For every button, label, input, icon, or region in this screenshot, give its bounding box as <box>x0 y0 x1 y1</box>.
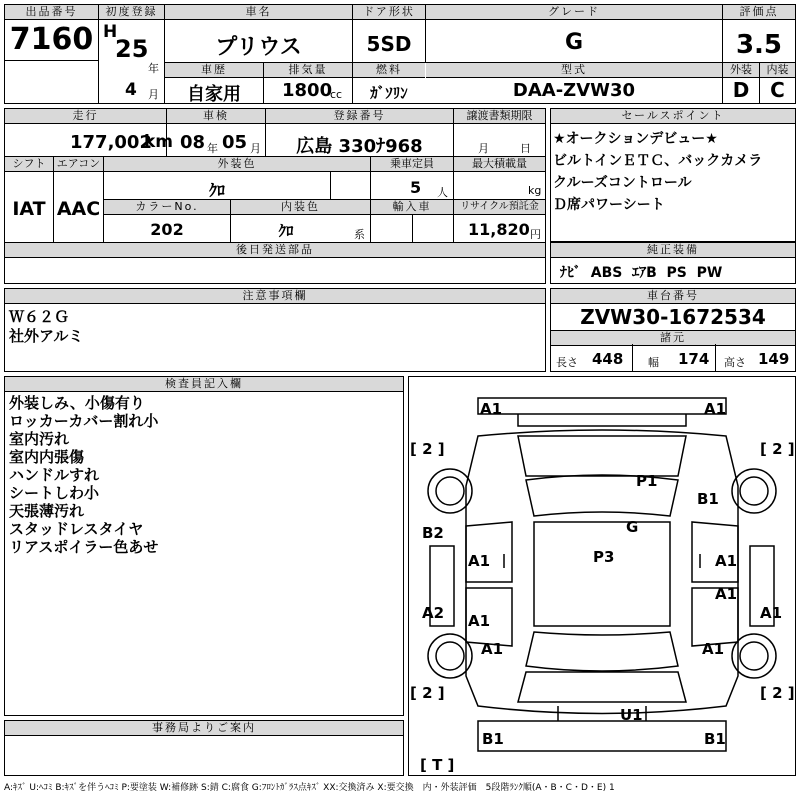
length: 448 <box>592 350 624 368</box>
mark-a1-right-rear-door: A1 <box>715 585 738 603</box>
fuel-label: 燃料 <box>353 63 425 78</box>
later-parts-label: 後日発送部品 <box>5 243 545 258</box>
sales-line-3: クルーズコントロール <box>553 175 692 191</box>
inspector-line-3: 室内汚れ <box>9 430 70 448</box>
sales-line-1: ★オークションデビュー★ <box>553 131 718 147</box>
sales-line-4: Ｄ席パワーシート <box>553 197 665 213</box>
era: H <box>103 22 118 42</box>
fuel: ｶﾞｿﾘﾝ <box>370 84 408 102</box>
grade-label: グレード <box>426 5 722 20</box>
mileage-unit: km <box>144 132 174 152</box>
mark-p3: P3 <box>593 548 615 566</box>
mark-a1-right-rear: A1 <box>702 640 725 658</box>
int-grade-label: 内装 <box>760 63 795 78</box>
chassis-number: ZVW30-1672534 <box>580 305 766 329</box>
mileage: 177,002 <box>70 132 152 153</box>
displacement-unit: cc <box>330 88 343 101</box>
capacity: 5 <box>410 178 422 197</box>
ext-color: ｸﾛ <box>208 181 225 200</box>
mark-p1: P1 <box>636 472 658 490</box>
mark-a1-front-right: A1 <box>704 400 727 418</box>
inspector-line-5: ハンドルすれ <box>9 466 100 484</box>
recycle-fee: 11,820 <box>468 220 530 239</box>
color-no: 202 <box>150 220 184 239</box>
inspector-line-9: リアスポイラー色あせ <box>9 538 159 556</box>
door-label: ドア形状 <box>353 5 425 20</box>
inspector-line-2: ロッカーカバー割れ小 <box>9 412 159 430</box>
history: 自家用 <box>187 84 241 105</box>
inspection-month: 05 <box>222 132 248 153</box>
inspection-year: 08 <box>180 132 206 153</box>
model-label: 型式 <box>426 63 722 78</box>
capacity-label: 乗車定員 <box>371 157 453 172</box>
car-outline-diagram <box>408 376 796 776</box>
mark-a2-left: A2 <box>422 604 445 622</box>
lot-label: 出品番号 <box>5 5 98 20</box>
legend-text: A:ｷｽﾞ U:ﾍｺﾐ B:ｷｽﾞを伴うﾍｺﾐ P:要塗装 W:補修跡 S:錆 C:腐食 G:ﾌﾛﾝﾄｶﾞﾗｽ点ｷｽﾞ XX:交換済み X:要交換 内・外装評価 5段階ﾗﾝｸ順(A・B・C・D・E) 1 <box>4 783 615 793</box>
mark-a1-left-rear: A1 <box>481 640 504 658</box>
caution-line-2: 社外アルミ <box>9 327 84 345</box>
score-label: 評価点 <box>723 5 795 20</box>
car-name-label: 車名 <box>165 5 352 20</box>
int-color-label: 内装色 <box>231 200 370 215</box>
width: 174 <box>678 350 710 368</box>
length-label: 長さ <box>556 356 578 369</box>
width-label: 幅 <box>648 356 659 369</box>
recycle-unit: 円 <box>530 228 541 241</box>
sales-point-label: セールスポイント <box>551 109 795 124</box>
spec-label: 諸元 <box>551 331 795 346</box>
ext-color-label: 外装色 <box>104 157 370 172</box>
transfer-month-unit: 月 <box>478 142 489 155</box>
shift: IAT <box>12 198 46 220</box>
mark-a1-right-side: A1 <box>760 604 783 622</box>
inspection-year-unit: 年 <box>207 142 218 155</box>
registration-label: 登録番号 <box>266 109 453 124</box>
mileage-label: 走行 <box>5 109 166 124</box>
equipment-label: 純正装備 <box>551 243 795 258</box>
mark-tire-rear-left: [ 2 ] <box>410 684 445 702</box>
history-label: 車歴 <box>165 63 263 78</box>
load-label: 最大積載量 <box>454 157 545 172</box>
inspector-line-1: 外装しみ、小傷有り <box>9 394 145 412</box>
inspector-line-7: 天張薄汚れ <box>9 502 85 520</box>
sales-line-2: ビルトインＥＴＣ、バックカメラ <box>553 153 763 169</box>
height: 149 <box>758 350 790 368</box>
displacement-label: 排気量 <box>264 63 352 78</box>
mark-b1-bottom-left: B1 <box>482 730 504 748</box>
office-label: 事務局よりご案内 <box>5 721 403 736</box>
mark-tire-front-left: [ 2 ] <box>410 440 445 458</box>
car-name: プリウス <box>215 35 302 60</box>
mark-g: G <box>626 518 639 536</box>
inspection-label: 車検 <box>167 109 265 124</box>
first-reg-year: 25 <box>115 35 149 63</box>
registration: 広島 330ﾅ968 <box>296 136 423 157</box>
mark-b1-right: B1 <box>697 490 719 508</box>
year-unit: 年 <box>148 62 159 75</box>
score: 3.5 <box>735 30 783 60</box>
shift-label: シフト <box>5 157 53 172</box>
ac-label: エアコン <box>54 157 103 172</box>
height-label: 高さ <box>724 356 746 369</box>
inspector-line-4: 室内内張傷 <box>9 448 85 466</box>
mark-trunk: [ T ] <box>420 756 455 774</box>
lot-number: 7160 <box>9 22 94 57</box>
mark-a1-left-door: A1 <box>468 552 491 570</box>
ac: AAC <box>56 198 101 220</box>
transfer-day-unit: 日 <box>520 142 531 155</box>
load-unit: kg <box>528 184 542 197</box>
model: DAA-ZVW30 <box>512 80 636 101</box>
mark-tire-front-right: [ 2 ] <box>760 440 795 458</box>
inspection-month-unit: 月 <box>250 142 261 155</box>
mark-a1-front-left: A1 <box>480 400 503 418</box>
first-reg-month: 4 <box>125 80 137 100</box>
equipment: ﾅﾋﾞ ABS ｴｱB PS PW <box>560 265 723 281</box>
inspector-label: 検査員記入欄 <box>5 377 403 392</box>
int-color-unit: 系 <box>354 228 365 241</box>
displacement: 1800 <box>282 80 333 101</box>
capacity-unit: 人 <box>437 186 448 199</box>
ext-grade: D <box>732 78 750 102</box>
mark-b2-left: B2 <box>422 524 444 542</box>
mark-a1-left-rear-door: A1 <box>468 612 491 630</box>
month-unit: 月 <box>148 88 159 101</box>
transfer-label: 譲渡書類期限 <box>454 109 545 124</box>
mark-b1-bottom-right: B1 <box>704 730 726 748</box>
door-type: 5SD <box>366 32 412 56</box>
import-label: 輸入車 <box>371 200 453 215</box>
ext-grade-label: 外装 <box>723 63 759 78</box>
caution-line-1: Ｗ６２Ｇ <box>9 308 70 326</box>
first-reg-label: 初度登録 <box>99 5 164 20</box>
inspector-line-6: シートしわ小 <box>9 484 100 502</box>
grade: G <box>564 30 584 55</box>
color-no-label: カラーNo. <box>104 200 230 215</box>
mark-a1-right-door: A1 <box>715 552 738 570</box>
mark-tire-rear-right: [ 2 ] <box>760 684 795 702</box>
chassis-label: 車台番号 <box>551 289 795 304</box>
mark-u1: U1 <box>620 706 643 724</box>
int-color: ｸﾛ <box>278 222 294 240</box>
caution-label: 注意事項欄 <box>5 289 545 304</box>
recycle-label: リサイクル預託金 <box>454 200 545 215</box>
int-grade: C <box>770 78 785 102</box>
inspector-line-8: スタッドレスタイヤ <box>9 520 144 538</box>
